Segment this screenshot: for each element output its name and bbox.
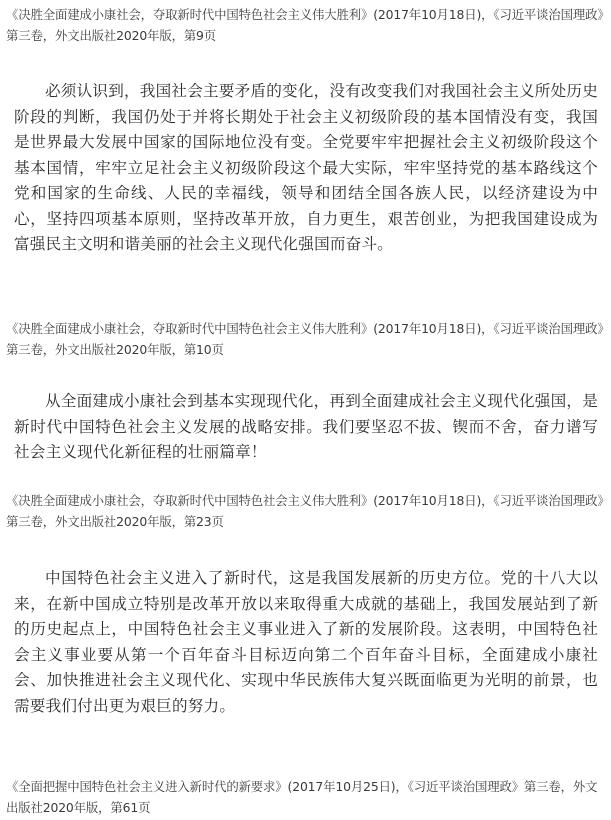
source-citation-3: 《决胜全面建成小康社会，夺取新时代中国特色社会主义伟大胜利》(2017年10月18日)，《习近平谈治国理政》第三卷，外文出版社2020年版，第23页 [6,493,604,529]
source-citation-1: 《决胜全面建成小康社会，夺取新时代中国特色社会主义伟大胜利》(2017年10月18日)，《习近平谈治国理政》第三卷，外文出版社2020年版，第9页 [6,7,604,43]
source-citation-2: 《决胜全面建成小康社会，夺取新时代中国特色社会主义伟大胜利》(2017年10月18日)，《习近平谈治国理政》第三卷，外文出版社2020年版，第10页 [6,321,604,357]
quote-paragraph-1: 必须认识到，我国社会主要矛盾的变化，没有改变我们对我国社会主义所处历史阶段的判断，我国仍处于并将长期处于社会主义初级阶段的基本国情没有变，我国是世界最大发展中国家的国际地位没有变。全党要牢牢把握社会主义初级阶段这个基本国情，牢牢立足社会主义初级阶段这个最大实际，牢牢坚持党的基本路线这个党和国家的生命线、人民的幸福线，领导和团结全国各族人民，以经济建设为中心，坚持四项基本原则，坚持改革开放，自力更生，艰苦创业，为把我国建设成为富强民主文明和谐美丽的社会主义现代化强国而奋斗。 [14,82,598,253]
quote-paragraph-2: 从全面建成小康社会到基本实现现代化，再到全面建成社会主义现代化强国，是新时代中国特色社会主义发展的战略安排。我们要坚忍不拔、锲而不舍，奋力谱写社会主义现代化新征程的壮丽篇章！ [14,392,598,461]
quote-paragraph-3: 中国特色社会主义进入了新时代，这是我国发展新的历史方位。党的十八大以来，在新中国成立特别是改革开放以来取得重大成就的基础上，我国发展站到了新的历史起点上，中国特色社会主义事业进入了新的发展阶段。这表明，中国特色社会主义事业要从第一个百年奋斗目标迈向第二个百年奋斗目标，全面建成小康社会、加快推进社会主义现代化、实现中华民族伟大复兴既面临更为光明的前景，也需要我们付出更为艰巨的努力。 [14,569,598,715]
source-citation-4: 《全面把握中国特色社会主义进入新时代的新要求》(2017年10月25日)，《习近平谈治国理政》第三卷，外文出版社2020年版，第61页 [6,779,598,815]
